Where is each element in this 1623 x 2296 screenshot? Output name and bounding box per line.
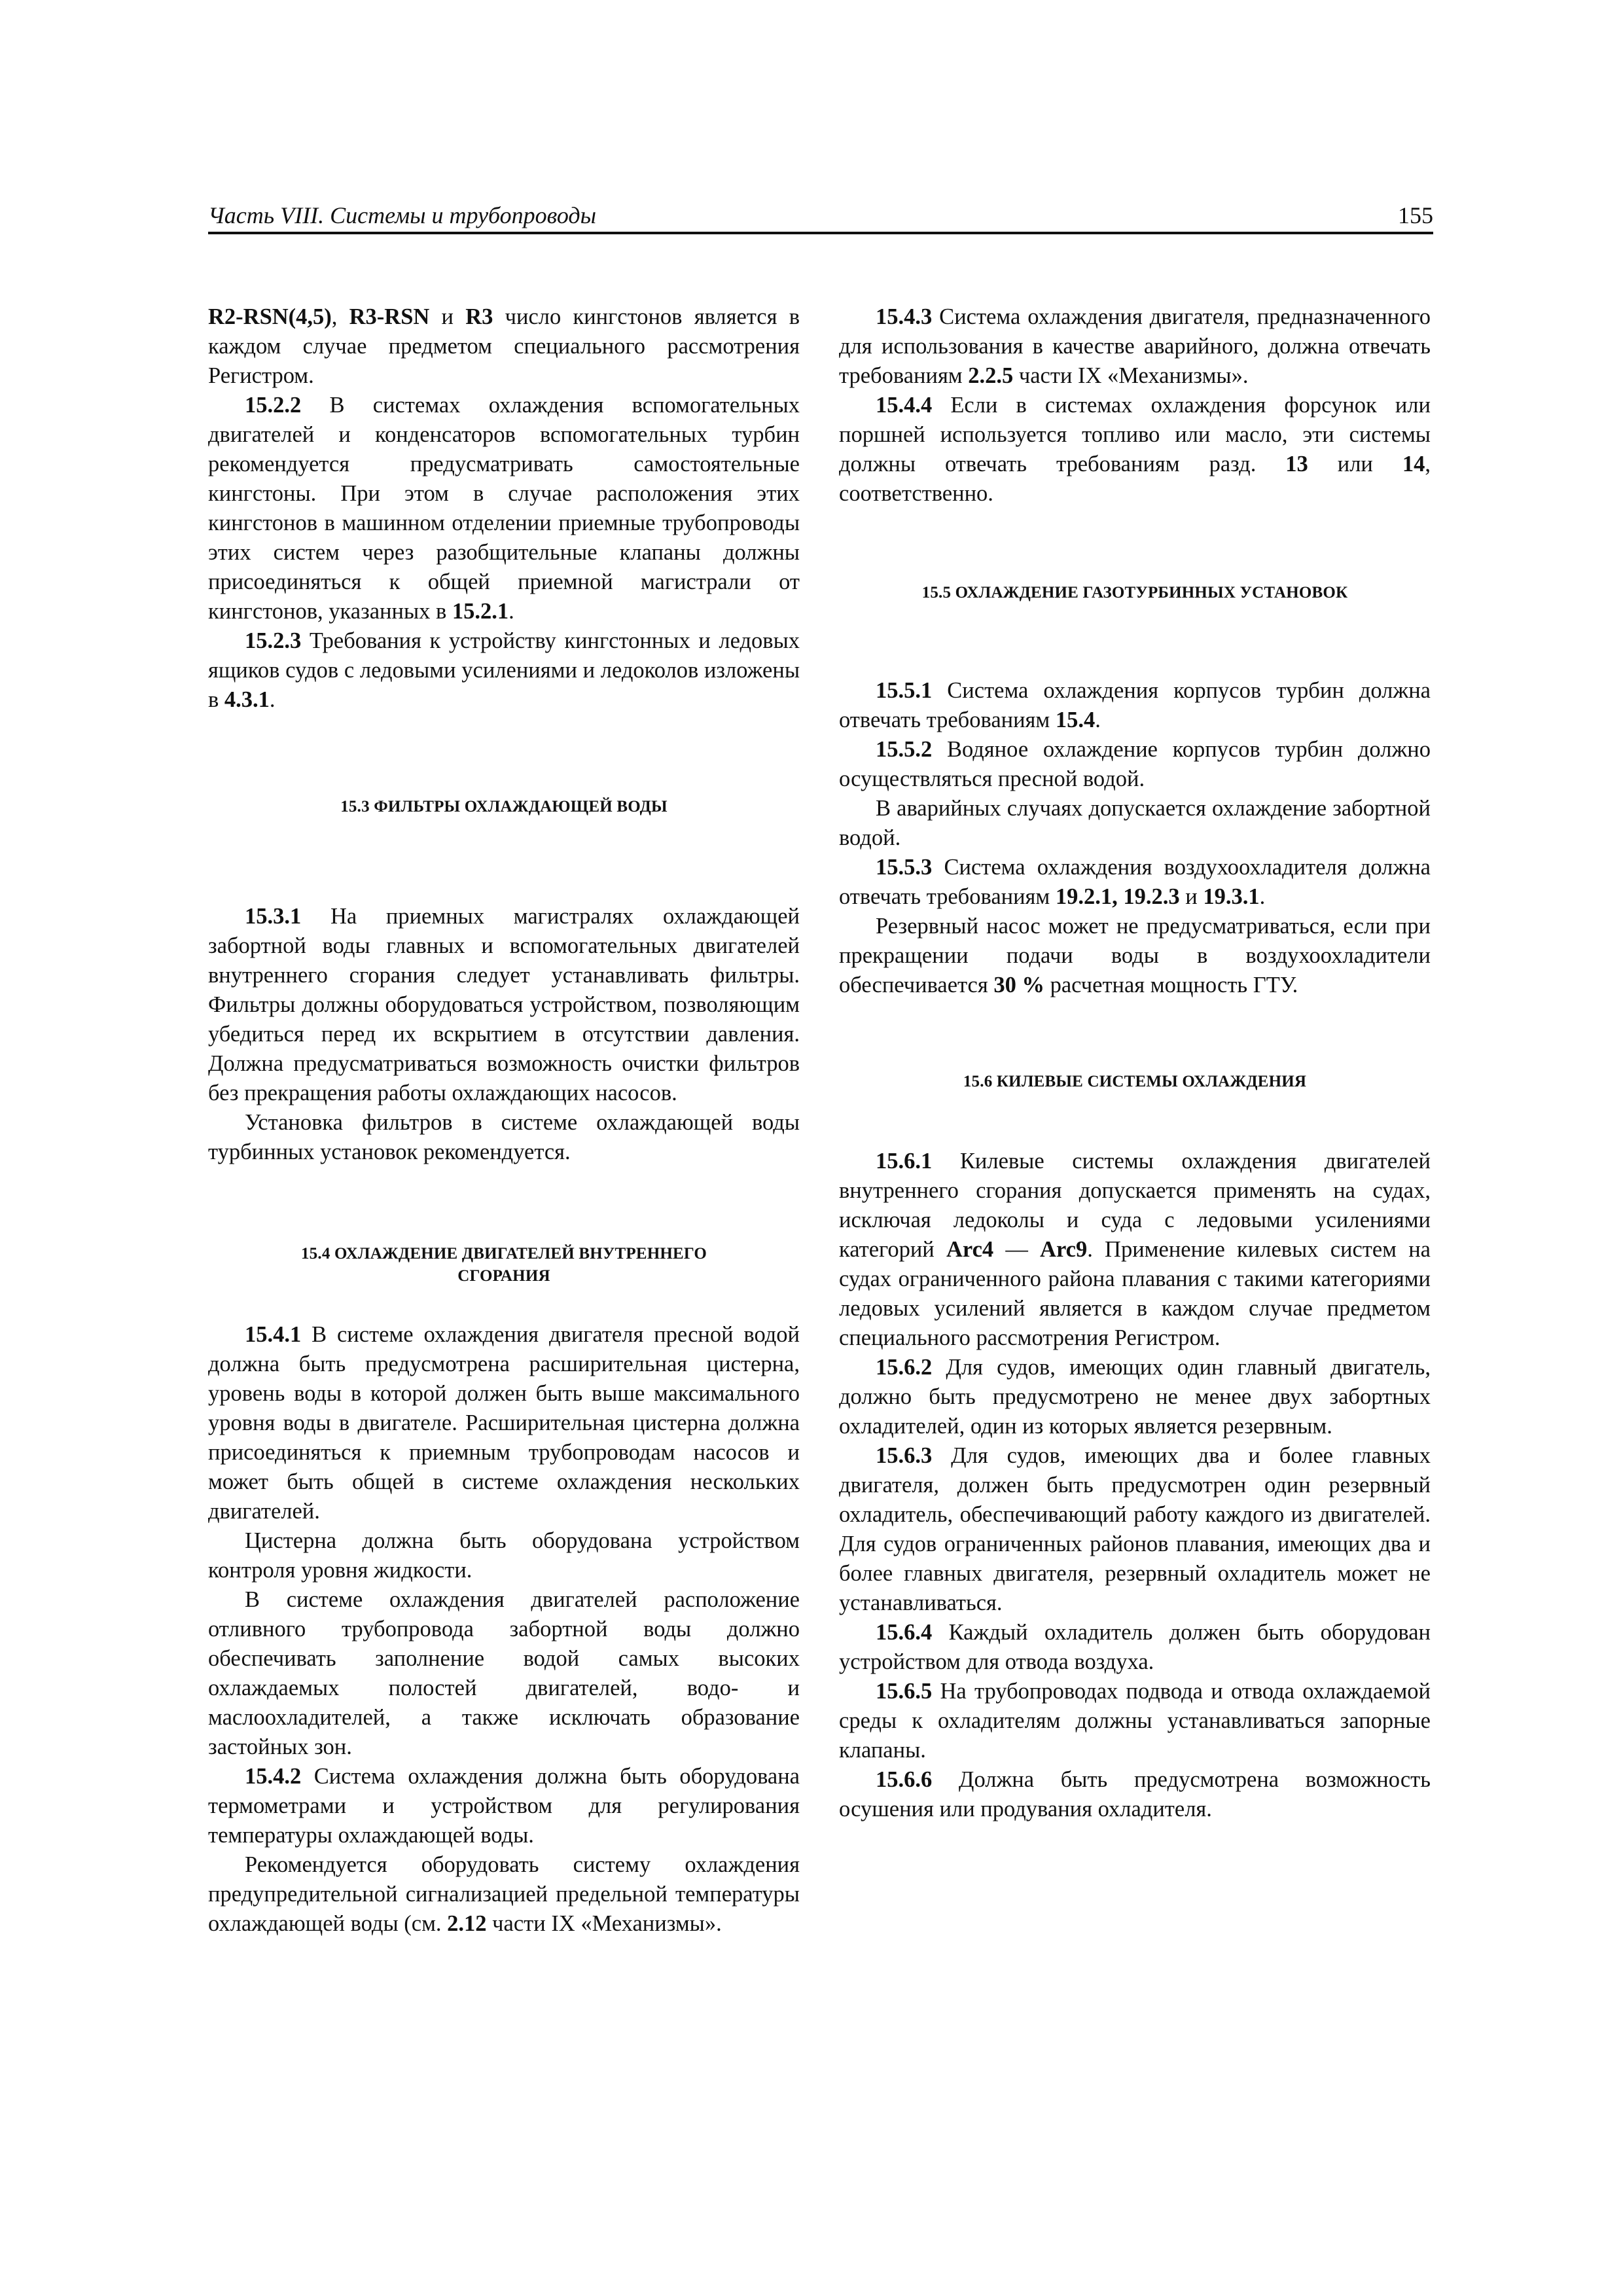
clause-reference: 4.3.1: [224, 687, 270, 712]
text-run: .: [269, 687, 276, 712]
section-heading-line: 15.4 ОХЛАЖДЕНИЕ ДВИГАТЕЛЕЙ ВНУТРЕННЕГО: [300, 1245, 707, 1263]
section-heading-15-4: [208, 1243, 800, 1287]
text-run: и: [1179, 884, 1204, 909]
text-run: Требования к устройству кингстонных и ледовых ящиков судов с ледовыми усилениями и ледоколов изложены в: [208, 628, 800, 712]
text-run: Для судов, имеющих два и более главных двигателя, должен быть предусмотрен один резервный охладитель, обеспечивающий работу каждого из двигателей. Для судов ограниченных районов плавания, имеющих два и более главных двигателя, резервный охладитель может не устанавливаться.: [839, 1443, 1431, 1615]
paragraph-15-3-filters-turbine: Установка фильтров в системе охлаждающей воды турбинных установок рекомендуется.: [208, 1110, 800, 1164]
text-run: ,: [331, 304, 349, 329]
ship-class-notation: R3: [465, 304, 493, 329]
text-run: Резервный насос может не предусматриваться, если при прекращении подачи воды в воздухоохладители обеспечивается: [839, 914, 1431, 997]
text-run: или: [1308, 452, 1402, 476]
text-run: части IX «Механизмы».: [1013, 363, 1249, 388]
running-title: Часть VIII. Системы и трубопроводы: [208, 202, 596, 228]
text-run: части IX «Механизмы».: [486, 1911, 722, 1936]
clause-number: 15.4.4: [876, 393, 933, 418]
section-heading-15-3: 15.3 ФИЛЬТРЫ ОХЛАЖДАЮЩЕЙ ВОДЫ: [340, 798, 668, 816]
paragraph-15-5-2-emergency: В аварийных случаях допускается охлаждение забортной водой.: [839, 796, 1431, 850]
text-run: Рекомендуется оборудовать систему охлаждения предупредительной сигнализацией предельной температуры охлаждающей воды (см.: [208, 1852, 800, 1936]
clause-reference: 2.12: [447, 1911, 487, 1936]
text-run: Для судов, имеющих один главный двигатель, должно быть предусмотрено не менее двух забортных охладителей, один из которых является резервным.: [839, 1355, 1431, 1439]
running-header: [208, 199, 1433, 232]
text-run: расчетная мощность ГТУ.: [1044, 973, 1298, 997]
ship-class-notation: R2-RSN(4,5): [208, 304, 332, 329]
text-run: и: [429, 304, 466, 329]
text-run: Каждый охладитель должен быть оборудован устройством для отвода воздуха.: [839, 1620, 1431, 1674]
text-run: число кингстонов является в каждом случае предметом специального рассмотрения Регистром.: [208, 304, 800, 388]
clause-number: 15.6.3: [876, 1443, 933, 1468]
text-run: На приемных магистралях охлаждающей забортной воды главных и вспомогательных двигателей внутреннего сгорания следует устанавливать фильтры. Фильтры должны оборудоваться устройством, позволяющим убедиться перед их вскрытием в отсутствии давления. Должна предусматриваться возможность очистки фильтров без прекращения работы охлаждающих насосов.: [208, 904, 800, 1105]
text-run: Водяное охлаждение корпусов турбин должно осуществляться пресной водой.: [839, 737, 1431, 791]
ship-class-notation: R3-RSN: [349, 304, 430, 329]
clause-reference: 2.2.5: [968, 363, 1014, 388]
paragraph-15-5-standby-pump: [839, 912, 1431, 1000]
clause-number: 15.4.2: [245, 1764, 302, 1789]
paragraph-15-2-3: [208, 626, 800, 715]
clause-number: 15.3.1: [245, 904, 302, 929]
paragraph-15-4-1: [208, 1320, 800, 1526]
paragraph-15-6-2: [839, 1353, 1431, 1441]
clause-reference: 14: [1402, 452, 1425, 476]
page-number: 155: [1398, 202, 1433, 228]
paragraph-15-6-1: [839, 1147, 1431, 1353]
clause-number: 15.6.4: [876, 1620, 933, 1645]
paragraph-15-6-4: [839, 1618, 1431, 1677]
clause-reference: 15.2.1: [452, 599, 509, 624]
text-run: В системах охлаждения вспомогательных двигателей и конденсаторов вспомогательных турбин рекомендуется предусматривать самостоятельные кингстоны. При этом в случае расположения этих кингстонов в машинном отделении приемные трубопроводы этих систем через разобщительные клапаны должны присоединяться к общей приемной магистрали от кингстонов, указанных в: [208, 393, 800, 624]
clause-number: 15.6.5: [876, 1679, 933, 1704]
text-run: . Применение килевых систем на судах ограниченного района плавания с такими категориями ледовых усилений является в каждом случае предметом специального рассмотрения Регистром.: [839, 1237, 1431, 1350]
text-run: Система охлаждения должна быть оборудована термометрами и устройством для регулирования температуры охлаждающей воды.: [208, 1764, 800, 1848]
right-column: [839, 302, 1431, 1824]
paragraph-15-3-1: [208, 902, 800, 1108]
clause-reference: 19.2.1, 19.2.3: [1055, 884, 1180, 909]
paragraph-continuation: [208, 302, 800, 391]
text-run: —: [993, 1237, 1041, 1262]
ice-class-notation: Arc9: [1040, 1237, 1088, 1262]
text-run: На трубопроводах подвода и отвода охлаждаемой среды к охладителям должны устанавливаться запорные клапаны.: [839, 1679, 1431, 1763]
text-run: Система охлаждения корпусов турбин должна отвечать требованиям: [839, 678, 1431, 732]
text-run: Должна быть предусмотрена возможность осушения или продувания охладителя.: [839, 1767, 1431, 1821]
clause-number: 15.5.3: [876, 855, 933, 880]
paragraph-15-4-1-tank: Цистерна должна быть оборудована устройством контроля уровня жидкости.: [208, 1528, 800, 1583]
percent-value: 30 %: [993, 973, 1044, 997]
clause-number: 15.2.3: [245, 628, 302, 653]
clause-reference: 15.4: [1055, 708, 1096, 732]
text-run: .: [508, 599, 514, 624]
clause-number: 15.2.2: [245, 393, 302, 418]
paragraph-15-4-3: [839, 302, 1431, 391]
text-run: .: [1095, 708, 1101, 732]
clause-reference: 13: [1285, 452, 1308, 476]
paragraph-15-5-1: [839, 676, 1431, 735]
clause-number: 15.6.2: [876, 1355, 933, 1380]
section-heading-15-6: 15.6 КИЛЕВЫЕ СИСТЕМЫ ОХЛАЖДЕНИЯ: [963, 1073, 1307, 1090]
clause-number: 15.5.2: [876, 737, 933, 762]
clause-number: 15.6.1: [876, 1149, 933, 1174]
paragraph-15-2-2: [208, 391, 800, 626]
text-run: .: [1259, 884, 1266, 909]
text-run: Система охлаждения воздухоохладителя должна отвечать требованиям: [839, 855, 1431, 909]
paragraph-15-6-5: [839, 1677, 1431, 1765]
text-run: Килевые системы охлаждения двигателей внутреннего сгорания допускается применять на судах, исключая ледоколы и суда с ледовыми усилениями категорий: [839, 1149, 1431, 1262]
text-run: , соответственно.: [839, 452, 1431, 506]
paragraph-15-4-2-alarm: [208, 1850, 800, 1939]
paragraph-15-5-2: [839, 735, 1431, 794]
section-heading-line: СГОРАНИЯ: [457, 1267, 550, 1285]
paragraph-15-4-1-discharge: В системе охлаждения двигателей расположение отливного трубопровода забортной воды должно обеспечивать заполнение водой самых высоких охлаждаемых полостей двигателей, водо- и маслоохладителей, а также исключать образование застойных зон.: [208, 1587, 800, 1759]
left-column: [208, 302, 800, 1939]
ice-class-notation: Arc4: [946, 1237, 994, 1262]
clause-number: 15.5.1: [876, 678, 933, 703]
clause-number: 15.6.6: [876, 1767, 933, 1792]
clause-number: 15.4.3: [876, 304, 933, 329]
clause-number: 15.4.1: [245, 1322, 302, 1347]
paragraph-15-4-4: [839, 391, 1431, 509]
paragraph-15-5-3: [839, 853, 1431, 912]
text-run: Если в системах охлаждения форсунок или поршней используется топливо или масло, эти системы должны отвечать требованиям разд.: [839, 393, 1431, 476]
clause-reference: 19.3.1: [1203, 884, 1260, 909]
header-rule: [208, 232, 1433, 234]
text-run: В системе охлаждения двигателя пресной водой должна быть предусмотрена расширительная цистерна, уровень воды в которой должен быть выше максимального уровня воды в двигателе. Расширительная цистерна должна присоединяться к приемным трубопроводам насосов и может быть общей в системе охлаждения нескольких двигателей.: [208, 1322, 800, 1524]
paragraph-15-6-3: [839, 1441, 1431, 1618]
paragraph-15-4-2: [208, 1762, 800, 1850]
paragraph-15-6-6: [839, 1765, 1431, 1824]
section-heading-15-5: 15.5 ОХЛАЖДЕНИЕ ГАЗОТУРБИННЫХ УСТАНОВОК: [921, 584, 1348, 601]
text-run: Система охлаждения двигателя, предназначенного для использования в качестве аварийного, должна отвечать требованиям: [839, 304, 1431, 388]
